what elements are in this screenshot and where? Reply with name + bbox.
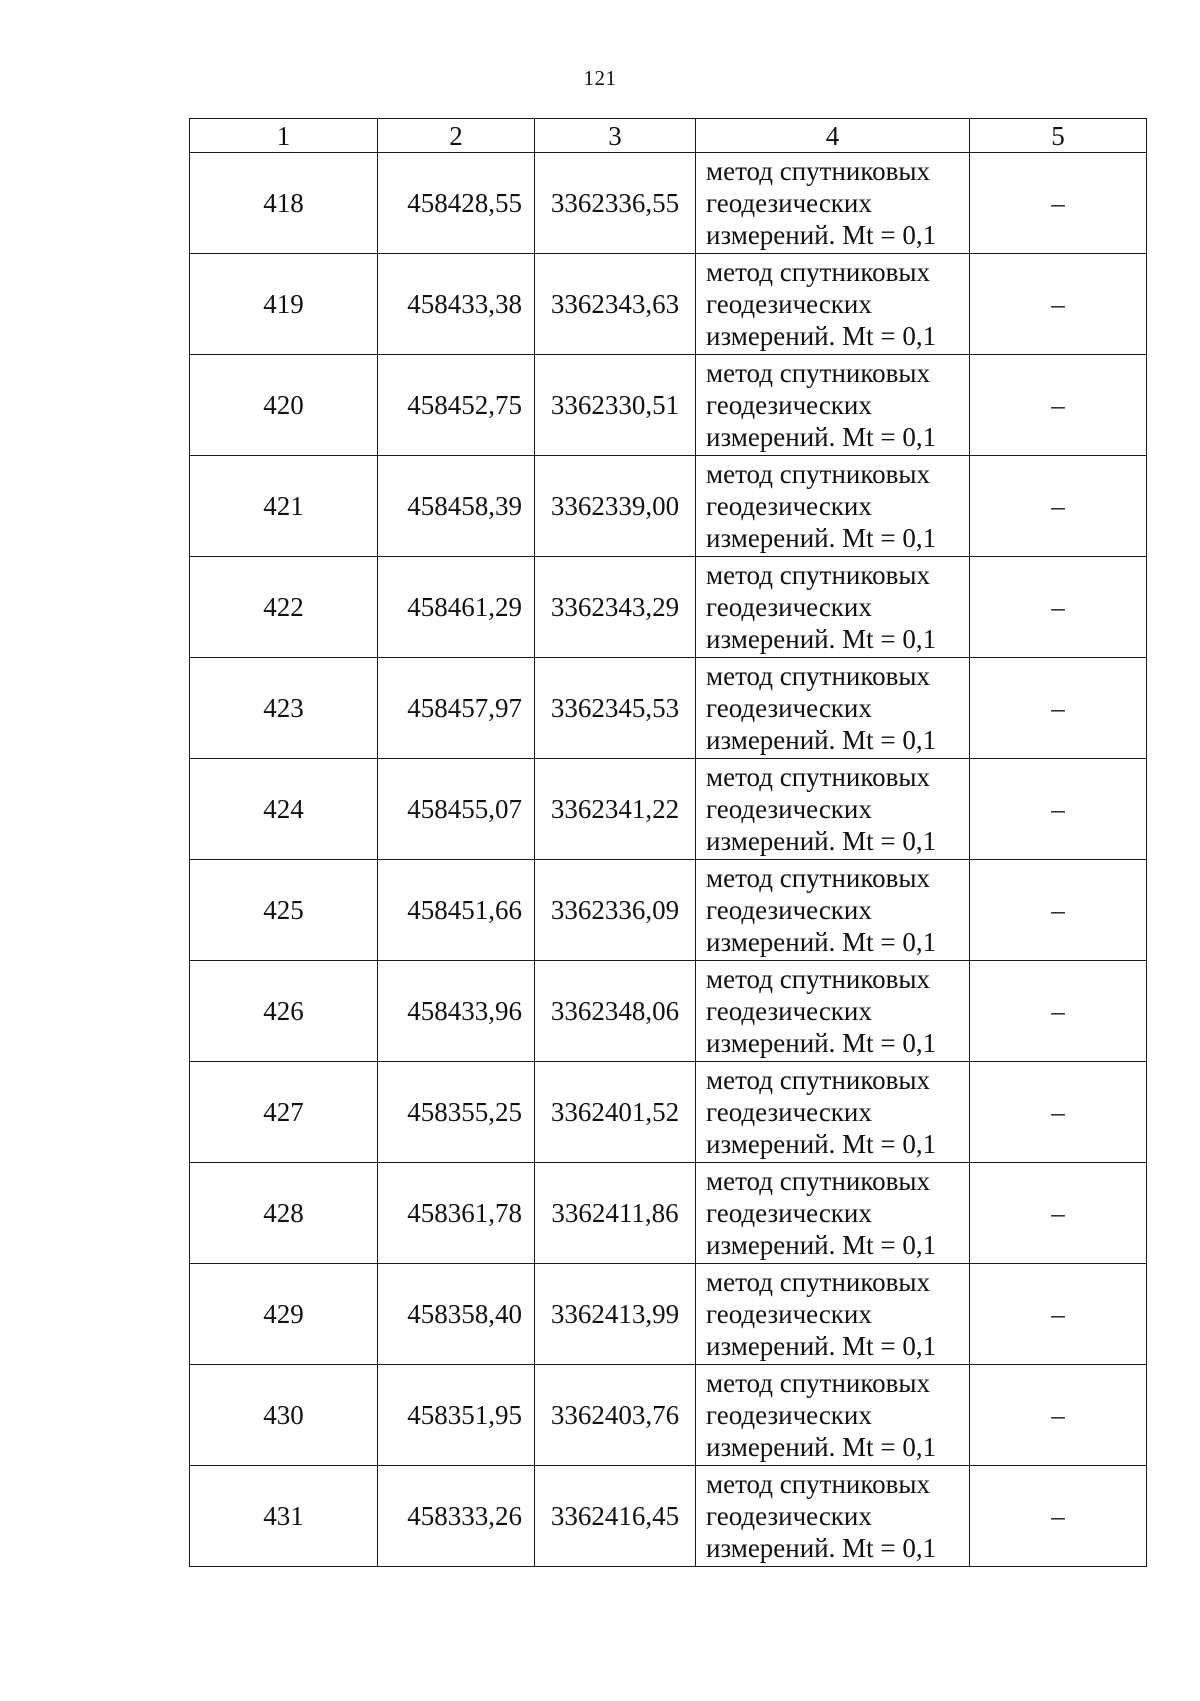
method-line: измерений. Mt = 0,1 (706, 1331, 937, 1361)
method-line: геодезических (706, 491, 872, 521)
method-line: метод спутниковых (706, 863, 930, 893)
table-row (190, 658, 1147, 759)
point-number-cell: 420 (190, 355, 378, 456)
table-row (190, 860, 1147, 961)
method-line: геодезических (706, 592, 872, 622)
note-cell: – (970, 355, 1147, 456)
method-line: измерений. Mt = 0,1 (706, 523, 937, 553)
method-line: метод спутниковых (706, 1166, 930, 1196)
note-cell: – (970, 1163, 1147, 1264)
y-coordinate-cell: 3362341,22 (535, 759, 696, 860)
header-col-1: 1 (190, 119, 378, 153)
method-line: измерений. Mt = 0,1 (706, 1028, 937, 1058)
note-cell: – (970, 658, 1147, 759)
point-number-cell: 430 (190, 1365, 378, 1466)
method-line: измерений. Mt = 0,1 (706, 725, 937, 755)
method-line: измерений. Mt = 0,1 (706, 1129, 937, 1159)
point-number-cell: 425 (190, 860, 378, 961)
point-number-cell: 418 (190, 153, 378, 254)
method-line: метод спутниковых (706, 560, 930, 590)
method-cell (696, 1264, 970, 1365)
y-coordinate-cell: 3362330,51 (535, 355, 696, 456)
method-line: геодезических (706, 390, 872, 420)
x-coordinate-cell: 458451,66 (378, 860, 535, 961)
note-cell: – (970, 759, 1147, 860)
point-number-cell: 419 (190, 254, 378, 355)
y-coordinate-cell: 3362343,63 (535, 254, 696, 355)
method-line: измерений. Mt = 0,1 (706, 927, 937, 957)
x-coordinate-cell: 458355,25 (378, 1062, 535, 1163)
method-line: измерений. Mt = 0,1 (706, 826, 937, 856)
x-coordinate-cell: 458455,07 (378, 759, 535, 860)
table-body (190, 153, 1147, 1567)
method-line: геодезических (706, 794, 872, 824)
table-row (190, 1466, 1147, 1567)
method-line: метод спутниковых (706, 762, 930, 792)
method-line: метод спутниковых (706, 1267, 930, 1297)
x-coordinate-cell: 458358,40 (378, 1264, 535, 1365)
header-col-2: 2 (378, 119, 535, 153)
method-line: геодезических (706, 693, 872, 723)
method-cell (696, 254, 970, 355)
method-line: геодезических (706, 1198, 872, 1228)
header-col-5: 5 (970, 119, 1147, 153)
table-row (190, 456, 1147, 557)
point-number-cell: 423 (190, 658, 378, 759)
method-line: измерений. Mt = 0,1 (706, 1432, 937, 1462)
point-number-cell: 421 (190, 456, 378, 557)
y-coordinate-cell: 3362345,53 (535, 658, 696, 759)
y-coordinate-cell: 3362403,76 (535, 1365, 696, 1466)
x-coordinate-cell: 458333,26 (378, 1466, 535, 1567)
method-line: измерений. Mt = 0,1 (706, 624, 937, 654)
header-row (190, 119, 1147, 153)
method-line: измерений. Mt = 0,1 (706, 321, 937, 351)
y-coordinate-cell: 3362336,09 (535, 860, 696, 961)
table-header (190, 119, 1147, 153)
header-col-3: 3 (535, 119, 696, 153)
table-row (190, 759, 1147, 860)
x-coordinate-cell: 458452,75 (378, 355, 535, 456)
y-coordinate-cell: 3362343,29 (535, 557, 696, 658)
table-row (190, 254, 1147, 355)
note-cell: – (970, 557, 1147, 658)
table-row (190, 153, 1147, 254)
note-cell: – (970, 1466, 1147, 1567)
method-line: геодезических (706, 188, 872, 218)
method-line: метод спутниковых (706, 156, 930, 186)
note-cell: – (970, 1264, 1147, 1365)
method-line: геодезических (706, 895, 872, 925)
method-cell (696, 860, 970, 961)
method-line: геодезических (706, 1299, 872, 1329)
method-cell (696, 1163, 970, 1264)
note-cell: – (970, 153, 1147, 254)
page-number: 121 (583, 66, 617, 90)
point-number-cell: 422 (190, 557, 378, 658)
table-row (190, 1163, 1147, 1264)
method-line: измерений. Mt = 0,1 (706, 1230, 937, 1260)
method-line: метод спутниковых (706, 459, 930, 489)
point-number-cell: 426 (190, 961, 378, 1062)
table-row (190, 557, 1147, 658)
method-line: измерений. Mt = 0,1 (706, 220, 937, 250)
method-line: геодезических (706, 289, 872, 319)
table-row (190, 1062, 1147, 1163)
y-coordinate-cell: 3362413,99 (535, 1264, 696, 1365)
x-coordinate-cell: 458428,55 (378, 153, 535, 254)
method-cell (696, 961, 970, 1062)
method-line: геодезических (706, 1400, 872, 1430)
y-coordinate-cell: 3362339,00 (535, 456, 696, 557)
table-row (190, 1264, 1147, 1365)
note-cell: – (970, 961, 1147, 1062)
method-line: метод спутниковых (706, 1065, 930, 1095)
method-line: метод спутниковых (706, 257, 930, 287)
method-cell (696, 1365, 970, 1466)
method-cell (696, 759, 970, 860)
method-line: измерений. Mt = 0,1 (706, 1533, 937, 1563)
y-coordinate-cell: 3362336,55 (535, 153, 696, 254)
point-number-cell: 431 (190, 1466, 378, 1567)
y-coordinate-cell: 3362416,45 (535, 1466, 696, 1567)
method-cell (696, 1062, 970, 1163)
note-cell: – (970, 456, 1147, 557)
point-number-cell: 429 (190, 1264, 378, 1365)
note-cell: – (970, 254, 1147, 355)
method-line: геодезических (706, 1501, 872, 1531)
method-cell (696, 658, 970, 759)
method-line: метод спутниковых (706, 964, 930, 994)
method-line: метод спутниковых (706, 1368, 930, 1398)
method-cell (696, 1466, 970, 1567)
x-coordinate-cell: 458361,78 (378, 1163, 535, 1264)
method-cell (696, 355, 970, 456)
point-number-cell: 427 (190, 1062, 378, 1163)
table-row (190, 1365, 1147, 1466)
y-coordinate-cell: 3362401,52 (535, 1062, 696, 1163)
method-line: метод спутниковых (706, 358, 930, 388)
method-cell (696, 456, 970, 557)
note-cell: – (970, 860, 1147, 961)
method-line: геодезических (706, 1097, 872, 1127)
x-coordinate-cell: 458457,97 (378, 658, 535, 759)
note-cell: – (970, 1365, 1147, 1466)
point-number-cell: 424 (190, 759, 378, 860)
y-coordinate-cell: 3362411,86 (535, 1163, 696, 1264)
x-coordinate-cell: 458351,95 (378, 1365, 535, 1466)
method-cell (696, 153, 970, 254)
point-number-cell: 428 (190, 1163, 378, 1264)
method-line: геодезических (706, 996, 872, 1026)
coordinates-table (189, 118, 1147, 1567)
method-line: метод спутниковых (706, 661, 930, 691)
x-coordinate-cell: 458461,29 (378, 557, 535, 658)
method-cell (696, 557, 970, 658)
table-row (190, 355, 1147, 456)
note-cell: – (970, 1062, 1147, 1163)
x-coordinate-cell: 458433,96 (378, 961, 535, 1062)
header-col-4: 4 (696, 119, 970, 153)
y-coordinate-cell: 3362348,06 (535, 961, 696, 1062)
x-coordinate-cell: 458433,38 (378, 254, 535, 355)
method-line: измерений. Mt = 0,1 (706, 422, 937, 452)
table-row (190, 961, 1147, 1062)
method-line: метод спутниковых (706, 1469, 930, 1499)
x-coordinate-cell: 458458,39 (378, 456, 535, 557)
